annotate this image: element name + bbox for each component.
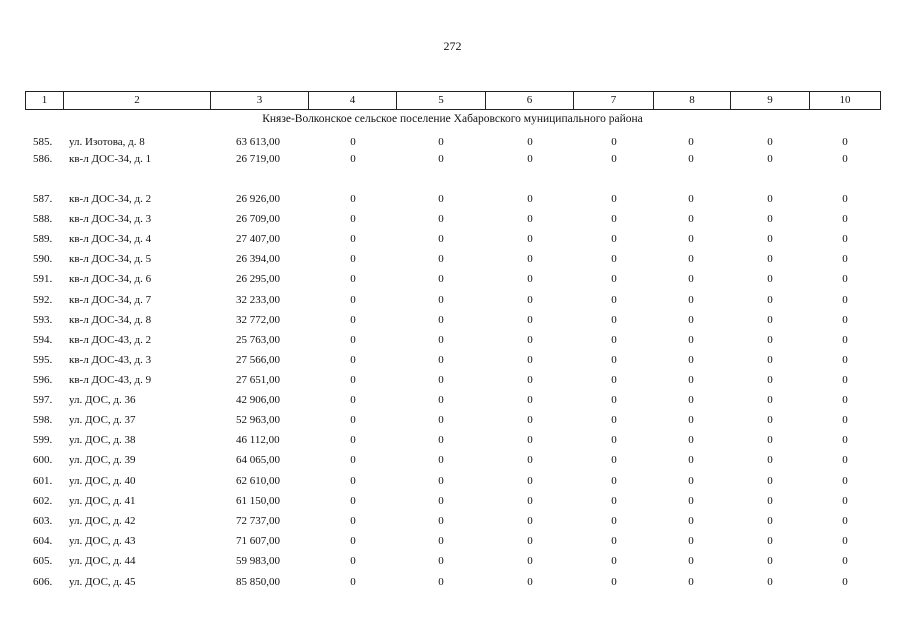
row-zero-cell: 0	[688, 555, 694, 567]
row-zero-cell: 0	[611, 314, 617, 326]
row-zero-cell: 0	[767, 576, 773, 588]
header-cell: 5	[397, 92, 486, 110]
row-zero-cell: 0	[688, 153, 694, 165]
row-value: 32 772,00	[236, 314, 280, 326]
row-address: ул. ДОС, д. 38	[69, 434, 136, 446]
row-zero-cell: 0	[611, 153, 617, 165]
row-zero-cell: 0	[438, 374, 444, 386]
row-zero-cell: 0	[611, 213, 617, 225]
row-zero-cell: 0	[350, 374, 356, 386]
row-address: ул. ДОС, д. 43	[69, 535, 136, 547]
row-zero-cell: 0	[350, 394, 356, 406]
row-zero-cell: 0	[842, 454, 848, 466]
header-cell: 7	[574, 92, 654, 110]
row-value: 46 112,00	[236, 434, 280, 446]
table-row	[0, 553, 905, 569]
header-cell: 1	[26, 92, 64, 110]
table-row	[0, 432, 905, 448]
row-zero-cell: 0	[350, 515, 356, 527]
row-number: 590.	[33, 253, 53, 265]
row-zero-cell: 0	[527, 374, 533, 386]
row-zero-cell: 0	[438, 434, 444, 446]
row-number: 591.	[33, 273, 53, 285]
row-number: 606.	[33, 576, 53, 588]
row-zero-cell: 0	[688, 374, 694, 386]
row-zero-cell: 0	[611, 454, 617, 466]
row-zero-cell: 0	[842, 394, 848, 406]
row-number: 593.	[33, 314, 53, 326]
row-address: ул. ДОС, д. 37	[69, 414, 136, 426]
row-zero-cell: 0	[527, 414, 533, 426]
row-zero-cell: 0	[688, 193, 694, 205]
row-value: 27 407,00	[236, 233, 280, 245]
row-zero-cell: 0	[767, 535, 773, 547]
row-value: 85 850,00	[236, 576, 280, 588]
row-zero-cell: 0	[438, 454, 444, 466]
row-zero-cell: 0	[350, 314, 356, 326]
row-zero-cell: 0	[611, 294, 617, 306]
row-zero-cell: 0	[527, 515, 533, 527]
row-zero-cell: 0	[842, 434, 848, 446]
table-row	[0, 134, 905, 150]
row-zero-cell: 0	[767, 414, 773, 426]
row-zero-cell: 0	[767, 253, 773, 265]
row-zero-cell: 0	[767, 193, 773, 205]
table-row	[0, 191, 905, 207]
row-value: 26 926,00	[236, 193, 280, 205]
row-zero-cell: 0	[688, 294, 694, 306]
row-zero-cell: 0	[767, 153, 773, 165]
row-zero-cell: 0	[438, 515, 444, 527]
row-zero-cell: 0	[611, 414, 617, 426]
row-value: 72 737,00	[236, 515, 280, 527]
row-zero-cell: 0	[688, 213, 694, 225]
row-address: кв-л ДОС-34, д. 6	[69, 273, 152, 285]
row-value: 64 065,00	[236, 454, 280, 466]
row-number: 598.	[33, 414, 53, 426]
row-zero-cell: 0	[438, 555, 444, 567]
row-address: кв-л ДОС-34, д. 2	[69, 193, 152, 205]
row-value: 27 651,00	[236, 374, 280, 386]
row-zero-cell: 0	[688, 475, 694, 487]
row-zero-cell: 0	[767, 273, 773, 285]
row-zero-cell: 0	[767, 334, 773, 346]
row-zero-cell: 0	[611, 253, 617, 265]
row-zero-cell: 0	[767, 394, 773, 406]
row-number: 596.	[33, 374, 53, 386]
row-zero-cell: 0	[438, 233, 444, 245]
row-value: 42 906,00	[236, 394, 280, 406]
row-zero-cell: 0	[438, 475, 444, 487]
row-zero-cell: 0	[611, 555, 617, 567]
row-zero-cell: 0	[611, 374, 617, 386]
table-row	[0, 312, 905, 328]
page-number: 272	[443, 39, 462, 53]
row-zero-cell: 0	[438, 294, 444, 306]
row-zero-cell: 0	[527, 576, 533, 588]
row-zero-cell: 0	[767, 314, 773, 326]
row-zero-cell: 0	[350, 253, 356, 265]
table-row	[0, 493, 905, 509]
row-zero-cell: 0	[842, 294, 848, 306]
row-address: кв-л ДОС-34, д. 8	[69, 314, 152, 326]
row-zero-cell: 0	[527, 193, 533, 205]
row-zero-cell: 0	[527, 253, 533, 265]
row-zero-cell: 0	[842, 354, 848, 366]
table-row	[0, 513, 905, 529]
row-zero-cell: 0	[611, 193, 617, 205]
row-zero-cell: 0	[842, 374, 848, 386]
row-value: 26 295,00	[236, 273, 280, 285]
row-zero-cell: 0	[350, 495, 356, 507]
row-address: кв-л ДОС-34, д. 3	[69, 213, 152, 225]
row-zero-cell: 0	[527, 294, 533, 306]
row-zero-cell: 0	[842, 515, 848, 527]
row-zero-cell: 0	[350, 213, 356, 225]
table-row	[0, 211, 905, 227]
row-zero-cell: 0	[350, 136, 356, 148]
row-number: 585.	[33, 136, 53, 148]
row-zero-cell: 0	[842, 314, 848, 326]
row-number: 603.	[33, 515, 53, 527]
row-number: 588.	[33, 213, 53, 225]
row-zero-cell: 0	[438, 253, 444, 265]
row-zero-cell: 0	[688, 576, 694, 588]
row-zero-cell: 0	[688, 136, 694, 148]
row-zero-cell: 0	[438, 414, 444, 426]
row-zero-cell: 0	[688, 414, 694, 426]
row-zero-cell: 0	[527, 136, 533, 148]
row-zero-cell: 0	[842, 495, 848, 507]
row-zero-cell: 0	[527, 273, 533, 285]
row-zero-cell: 0	[611, 475, 617, 487]
row-zero-cell: 0	[527, 495, 533, 507]
row-zero-cell: 0	[842, 213, 848, 225]
row-zero-cell: 0	[842, 193, 848, 205]
row-zero-cell: 0	[527, 434, 533, 446]
row-zero-cell: 0	[842, 273, 848, 285]
row-zero-cell: 0	[350, 535, 356, 547]
row-number: 595.	[33, 354, 53, 366]
row-address: кв-л ДОС-43, д. 9	[69, 374, 152, 386]
row-zero-cell: 0	[527, 213, 533, 225]
row-zero-cell: 0	[527, 314, 533, 326]
row-zero-cell: 0	[767, 495, 773, 507]
row-zero-cell: 0	[438, 136, 444, 148]
row-zero-cell: 0	[438, 334, 444, 346]
row-number: 601.	[33, 475, 53, 487]
row-zero-cell: 0	[688, 233, 694, 245]
row-zero-cell: 0	[767, 454, 773, 466]
row-zero-cell: 0	[842, 475, 848, 487]
row-zero-cell: 0	[350, 555, 356, 567]
row-number: 597.	[33, 394, 53, 406]
row-number: 604.	[33, 535, 53, 547]
table-row	[0, 231, 905, 247]
header-cell: 4	[309, 92, 397, 110]
row-zero-cell: 0	[767, 233, 773, 245]
table-row	[0, 392, 905, 408]
row-number: 587.	[33, 193, 53, 205]
row-address: ул. ДОС, д. 39	[69, 454, 136, 466]
row-zero-cell: 0	[350, 334, 356, 346]
row-zero-cell: 0	[350, 354, 356, 366]
row-zero-cell: 0	[842, 555, 848, 567]
row-zero-cell: 0	[438, 354, 444, 366]
row-zero-cell: 0	[350, 153, 356, 165]
row-zero-cell: 0	[688, 253, 694, 265]
row-value: 62 610,00	[236, 475, 280, 487]
row-zero-cell: 0	[438, 495, 444, 507]
row-zero-cell: 0	[842, 576, 848, 588]
row-zero-cell: 0	[767, 374, 773, 386]
table-row	[0, 452, 905, 468]
row-zero-cell: 0	[842, 153, 848, 165]
row-zero-cell: 0	[350, 273, 356, 285]
row-zero-cell: 0	[688, 434, 694, 446]
row-value: 63 613,00	[236, 136, 280, 148]
row-zero-cell: 0	[438, 314, 444, 326]
row-zero-cell: 0	[527, 555, 533, 567]
row-zero-cell: 0	[611, 273, 617, 285]
row-zero-cell: 0	[842, 136, 848, 148]
row-zero-cell: 0	[350, 414, 356, 426]
header-cell: 10	[810, 92, 881, 110]
row-zero-cell: 0	[611, 495, 617, 507]
row-zero-cell: 0	[438, 394, 444, 406]
row-zero-cell: 0	[350, 576, 356, 588]
row-zero-cell: 0	[527, 475, 533, 487]
row-zero-cell: 0	[611, 434, 617, 446]
row-zero-cell: 0	[527, 394, 533, 406]
row-zero-cell: 0	[842, 535, 848, 547]
row-number: 602.	[33, 495, 53, 507]
row-value: 26 394,00	[236, 253, 280, 265]
row-zero-cell: 0	[350, 434, 356, 446]
row-zero-cell: 0	[688, 273, 694, 285]
row-address: ул. ДОС, д. 44	[69, 555, 136, 567]
row-zero-cell: 0	[611, 394, 617, 406]
row-value: 52 963,00	[236, 414, 280, 426]
row-zero-cell: 0	[611, 535, 617, 547]
row-zero-cell: 0	[688, 495, 694, 507]
header-cell: 6	[486, 92, 574, 110]
row-zero-cell: 0	[611, 515, 617, 527]
row-zero-cell: 0	[527, 153, 533, 165]
row-address: ул. ДОС, д. 40	[69, 475, 136, 487]
row-value: 25 763,00	[236, 334, 280, 346]
table-row	[0, 332, 905, 348]
header-cell: 8	[654, 92, 731, 110]
table-row	[0, 251, 905, 267]
row-value: 59 983,00	[236, 555, 280, 567]
row-address: ул. Изотова, д. 8	[69, 136, 145, 148]
row-number: 589.	[33, 233, 53, 245]
row-zero-cell: 0	[527, 334, 533, 346]
row-zero-cell: 0	[611, 136, 617, 148]
table-row	[0, 412, 905, 428]
row-address: кв-л ДОС-34, д. 5	[69, 253, 152, 265]
row-zero-cell: 0	[350, 475, 356, 487]
row-zero-cell: 0	[527, 454, 533, 466]
row-number: 605.	[33, 555, 53, 567]
row-zero-cell: 0	[350, 233, 356, 245]
row-zero-cell: 0	[438, 535, 444, 547]
row-value: 32 233,00	[236, 294, 280, 306]
row-address: ул. ДОС, д. 36	[69, 394, 136, 406]
row-value: 71 607,00	[236, 535, 280, 547]
table-row	[0, 151, 905, 167]
row-zero-cell: 0	[350, 454, 356, 466]
row-zero-cell: 0	[767, 354, 773, 366]
table-row	[0, 292, 905, 308]
row-number: 599.	[33, 434, 53, 446]
row-zero-cell: 0	[438, 193, 444, 205]
row-address: кв-л ДОС-43, д. 2	[69, 334, 152, 346]
row-address: кв-л ДОС-34, д. 4	[69, 233, 152, 245]
row-zero-cell: 0	[842, 414, 848, 426]
row-zero-cell: 0	[688, 334, 694, 346]
row-value: 27 566,00	[236, 354, 280, 366]
row-address: ул. ДОС, д. 41	[69, 495, 136, 507]
row-zero-cell: 0	[842, 253, 848, 265]
row-zero-cell: 0	[688, 394, 694, 406]
row-address: кв-л ДОС-43, д. 3	[69, 354, 152, 366]
row-zero-cell: 0	[611, 576, 617, 588]
row-address: ул. ДОС, д. 42	[69, 515, 136, 527]
row-number: 592.	[33, 294, 53, 306]
row-zero-cell: 0	[438, 153, 444, 165]
row-value: 61 150,00	[236, 495, 280, 507]
row-zero-cell: 0	[688, 354, 694, 366]
row-number: 600.	[33, 454, 53, 466]
row-zero-cell: 0	[611, 233, 617, 245]
row-zero-cell: 0	[842, 334, 848, 346]
row-zero-cell: 0	[527, 233, 533, 245]
row-zero-cell: 0	[350, 294, 356, 306]
row-zero-cell: 0	[688, 314, 694, 326]
row-zero-cell: 0	[767, 475, 773, 487]
row-zero-cell: 0	[527, 354, 533, 366]
row-number: 586.	[33, 153, 53, 165]
header-cell: 3	[211, 92, 309, 110]
row-address: кв-л ДОС-34, д. 7	[69, 294, 152, 306]
row-value: 26 719,00	[236, 153, 280, 165]
row-zero-cell: 0	[527, 535, 533, 547]
row-zero-cell: 0	[688, 454, 694, 466]
row-zero-cell: 0	[438, 213, 444, 225]
row-zero-cell: 0	[611, 334, 617, 346]
row-zero-cell: 0	[688, 535, 694, 547]
table-row	[0, 473, 905, 489]
table-row	[0, 352, 905, 368]
row-zero-cell: 0	[767, 213, 773, 225]
row-zero-cell: 0	[611, 354, 617, 366]
table-row	[0, 574, 905, 590]
row-address: кв-л ДОС-34, д. 1	[69, 153, 152, 165]
row-zero-cell: 0	[350, 193, 356, 205]
row-zero-cell: 0	[438, 576, 444, 588]
table-row	[0, 372, 905, 388]
row-zero-cell: 0	[767, 294, 773, 306]
table-row	[0, 533, 905, 549]
row-address: ул. ДОС, д. 45	[69, 576, 136, 588]
row-zero-cell: 0	[438, 273, 444, 285]
header-cell: 9	[731, 92, 810, 110]
row-zero-cell: 0	[767, 136, 773, 148]
section-title: Князе-Волконское сельское поселение Хабаровского муниципального района	[262, 113, 643, 125]
row-zero-cell: 0	[767, 555, 773, 567]
row-zero-cell: 0	[842, 233, 848, 245]
row-zero-cell: 0	[688, 515, 694, 527]
row-zero-cell: 0	[767, 515, 773, 527]
row-number: 594.	[33, 334, 53, 346]
row-zero-cell: 0	[767, 434, 773, 446]
header-cell: 2	[64, 92, 211, 110]
table-row	[0, 271, 905, 287]
row-value: 26 709,00	[236, 213, 280, 225]
